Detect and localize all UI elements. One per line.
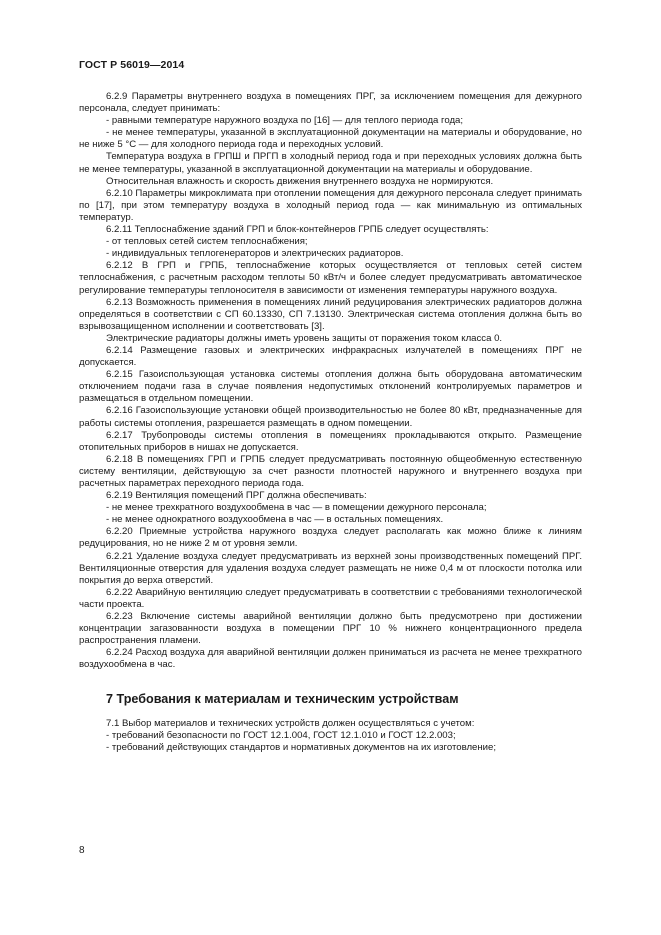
paragraph: 6.2.10 Параметры микроклимата при отоплении помещения для дежурного персонала следует принимать по [17], при этом температуру воздуха в холодный период года — как минимальную из оптимальных температур.: [79, 187, 582, 223]
section-heading: 7 Требования к материалам и техническим устройствам: [106, 691, 459, 706]
paragraph: 6.2.19 Вентиляция помещений ПРГ должна обеспечивать:: [106, 490, 367, 502]
paragraph: 6.2.15 Газоиспользующая установка системы отопления должна быть оборудована автоматическим отключением подачи газа в случае появления недопустимых отклонений контролируемых параметров и размещаться в отдельном помещении.: [79, 369, 582, 405]
paragraph: 6.2.14 Размещение газовых и электрических инфракрасных излучателей в помещениях ПРГ не допускается.: [79, 344, 582, 369]
paragraph: 6.2.22 Аварийную вентиляцию следует предусматривать в соответствии с требованиями технологической части проекта.: [79, 586, 582, 610]
document-header: ГОСТ Р 56019—2014: [79, 59, 185, 71]
paragraph: Относительная влажность и скорость движения внутреннего воздуха не нормируются.: [106, 175, 494, 187]
paragraph: 7.1 Выбор материалов и технических устройств должен осуществляться с учетом:: [106, 717, 475, 729]
paragraph: 6.2.12 В ГРП и ГРПБ, теплоснабжение которых осуществляется от тепловых сетей систем теплоснабжения, с расчетным расходом теплоты 50 кВт/ч и более следует предусматривать автоматическое регулирование температуры теплоносителя в зависимости от изменения температуры наружного воздуха.: [79, 260, 582, 296]
page-number: 8: [79, 845, 85, 856]
paragraph: 6.2.18 В помещениях ГРП и ГРПБ следует предусматривать постоянную общеобменную естественную систему вентиляции, действующую за счет разности плотностей наружного и внутреннего воздуха при расчетных параметрах переходного периода года.: [79, 453, 582, 489]
paragraph: - индивидуальных теплогенераторов и электрических радиаторов.: [106, 248, 404, 260]
paragraph: - не менее однократного воздухообмена в час — в остальных помещениях.: [106, 514, 444, 526]
paragraph: Температура воздуха в ГРПШ и ПРГП в холодный период года и при переходных условиях должна быть не менее температуры, указанной в эксплуатационной документации на материалы и оборудование.: [79, 151, 582, 175]
paragraph: 6.2.23 Включение системы аварийной вентиляции должно быть предусмотрено при достижении концентрации загазованности воздуха в помещении ПРГ 10 % нижнего концентрационного предела распространения пламени.: [79, 611, 582, 647]
paragraph: Электрические радиаторы должны иметь уровень защиты от поражения током класса 0.: [106, 332, 503, 344]
paragraph: 6.2.13 Возможность применения в помещениях линий редуцирования электрических радиаторов должна определяться в соответствии с СП 60.13330, СП 7.13130. Электрическая система отопления должна быть во взрывозащищенном исполнении и соответствовать [3].: [79, 296, 582, 332]
paragraph: 6.2.11 Теплоснабжение зданий ГРП и блок-контейнеров ГРПБ следует осуществлять:: [106, 224, 489, 236]
paragraph: - требований безопасности по ГОСТ 12.1.004, ГОСТ 12.1.010 и ГОСТ 12.2.003;: [106, 729, 456, 741]
paragraph: 6.2.9 Параметры внутреннего воздуха в помещениях ПРГ, за исключением помещения для дежурного персонала, следует принимать:: [79, 91, 582, 115]
paragraph: 6.2.16 Газоиспользующие установки общей производительностью не более 80 кВт, предназначенные для работы системы отопления, разрешается размещать в одном помещении.: [79, 405, 582, 429]
paragraph: - от тепловых сетей систем теплоснабжения;: [106, 236, 308, 248]
paragraph: 6.2.17 Трубопроводы системы отопления в помещениях прокладываются открыто. Размещение отопительных приборов в нишах не допускается.: [79, 429, 582, 453]
paragraph: 6.2.20 Приемные устройства наружного воздуха следует располагать как можно ближе к линиям редуцирования, но не ниже 2 м от уровня земли.: [79, 526, 582, 550]
paragraph: - равными температуре наружного воздуха по [16] — для теплого периода года;: [106, 115, 464, 127]
paragraph: 6.2.21 Удаление воздуха следует предусматривать из верхней зоны производственных помещений ПРГ. Вентиляционные отверстия для удаления воздуха следует размещать не ниже 0,4 м от плоскости потолка или покрытия до верха отверстий.: [79, 550, 582, 586]
paragraph: - не менее температуры, указанной в эксплуатационной документации на материалы и оборудование, но не ниже 5 °С — для холодного периода года и переходных условий.: [79, 127, 582, 151]
paragraph: - не менее трехкратного воздухообмена в час — в помещении дежурного персонала;: [106, 502, 487, 514]
paragraph: 6.2.24 Расход воздуха для аварийной вентиляции должен приниматься из расчета не менее трехкратного воздухообмена в час.: [79, 647, 582, 671]
document-body: [79, 91, 582, 754]
paragraph: - требований действующих стандартов и нормативных документов на их изготовление;: [106, 741, 497, 753]
